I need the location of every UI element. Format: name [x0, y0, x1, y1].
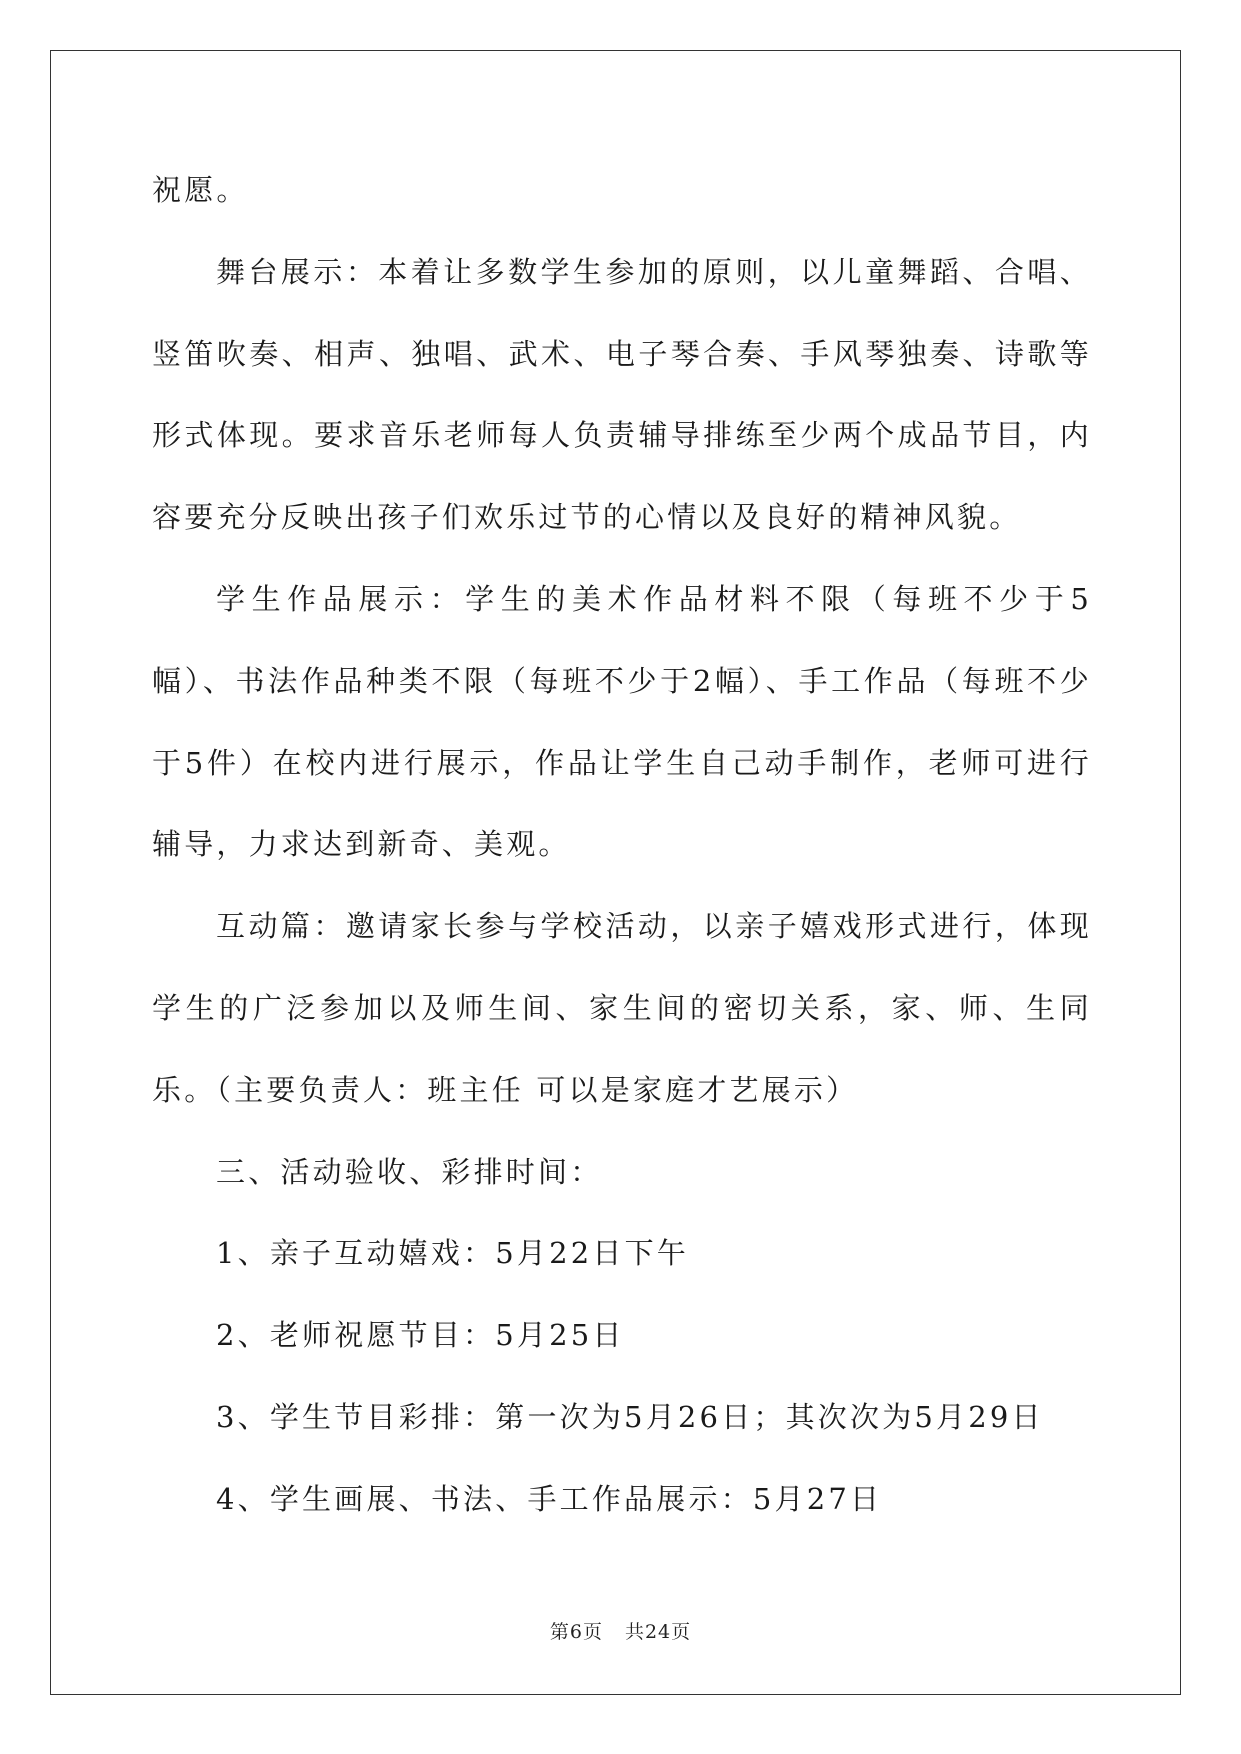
schedule-item-1: 1、亲子互动嬉戏：5月22日下午 [216, 1236, 690, 1271]
page-footer [0, 1617, 1241, 1644]
paragraph-closing-wish: 祝愿。 [152, 173, 249, 207]
section-heading-schedule: 三、活动验收、彩排时间： [216, 1154, 603, 1189]
page-total: 共24页 [624, 1621, 692, 1643]
paragraph-interaction: 互动篇：邀请家长参与学校活动，以亲子嬉戏形式进行，体现学生的广泛参加以及师生间、家生间的密切关系，家、师、生同乐。（主要负责人：班主任 可以是家庭才艺展示） [152, 909, 1092, 1107]
paragraph-stage-show: 舞台展示：本着让多数学生参加的原则，以儿童舞蹈、合唱、竖笛吹奏、相声、独唱、武术、电子琴合奏、手风琴独奏、诗歌等形式体现。要求音乐老师每人负责辅导排练至少两个成品节目，内容要充分反映出孩子们欢乐过节的心情以及良好的精神风貌。 [152, 254, 1092, 535]
paragraph-student-works: 学生作品展示：学生的美术作品材料不限（每班不少于5 幅）、书法作品种类不限（每班不少于2幅）、手工作品（每班不少于5件）在校内进行展示，作品让学生自己动手制作，老师可进行辅导，力求达到新奇、美观。 [152, 581, 1092, 862]
page-number: 第6页 [549, 1621, 603, 1643]
schedule-item-3: 3、学生节目彩排：第一次为5月26日；其次次为5月29日 [216, 1399, 1044, 1434]
schedule-item-2: 2、老师祝愿节目：5月25日 [216, 1318, 625, 1353]
schedule-item-4: 4、学生画展、书法、手工作品展示：5月27日 [216, 1481, 883, 1516]
document-body [152, 150, 1092, 1541]
